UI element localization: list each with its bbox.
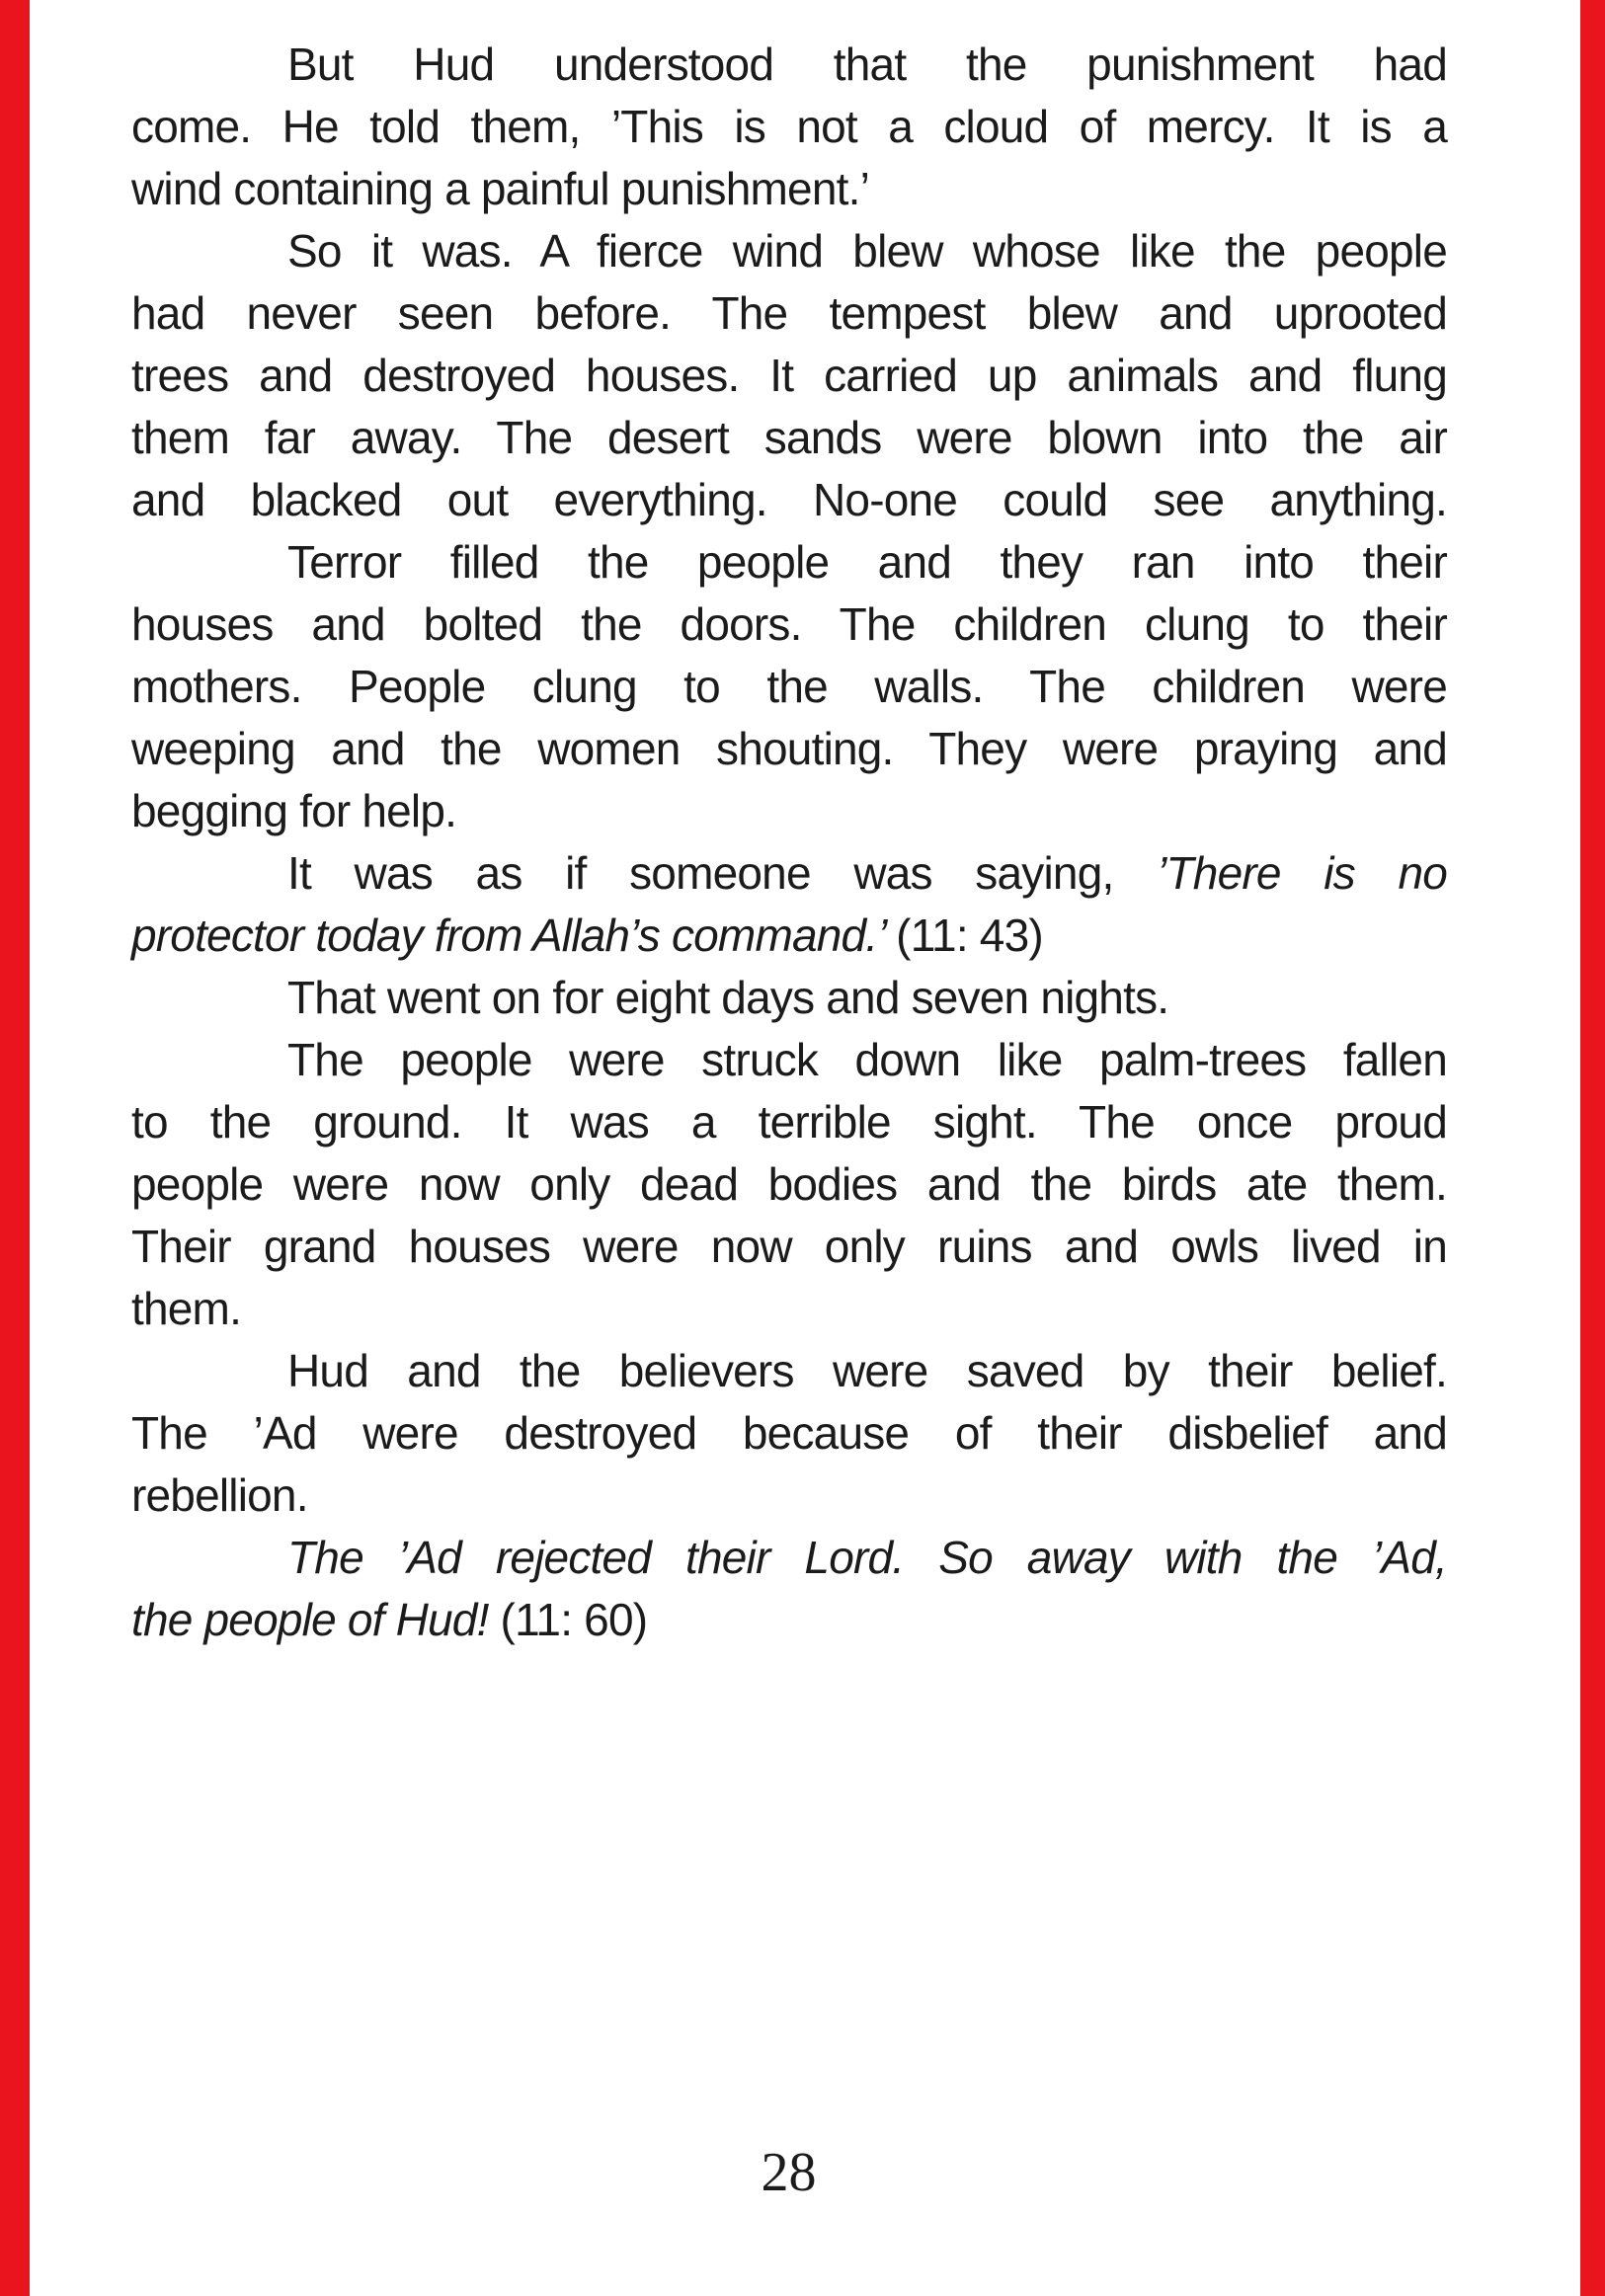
quote-text: ’There is no (1157, 847, 1448, 899)
book-edge-right (1580, 0, 1605, 2296)
body-text: (11: 43) (896, 910, 1043, 961)
text-line (131, 1527, 1447, 1589)
body-text: Their grand houses were now only ruins and owls lived in (131, 1221, 1447, 1272)
body-text: The people were struck down like palm-trees fallen (287, 1034, 1447, 1085)
text-line (131, 1029, 1447, 1091)
body-text: and blacked out everything. No-one could see anything. (131, 474, 1447, 525)
body-text: weeping and the women shouting. They were praying and (131, 723, 1447, 774)
text-line (131, 1589, 1447, 1651)
body-text: The ’Ad were destroyed because of their disbelief and (131, 1407, 1447, 1459)
paragraph (131, 1029, 1447, 1340)
body-text: But Hud understood that the punishment had (287, 39, 1447, 90)
body-text: mothers. People clung to the walls. The children were (131, 661, 1447, 712)
body-text: them. (131, 1283, 242, 1334)
text-line (131, 1216, 1447, 1278)
text-line (131, 407, 1447, 469)
text-line (131, 594, 1447, 656)
text-line (131, 531, 1447, 594)
body-text: trees and destroyed houses. It carried up animals and flung (131, 350, 1447, 401)
body-text: had never seen before. The tempest blew and uprooted (131, 287, 1447, 339)
text-line (131, 345, 1447, 407)
page-body (131, 34, 1447, 1651)
text-line (131, 1340, 1447, 1402)
body-text: Hud and the believers were saved by their belief. (287, 1345, 1447, 1396)
text-line (131, 469, 1447, 531)
text-line (131, 1091, 1447, 1153)
text-line (131, 905, 1447, 967)
body-text: come. He told them, ’This is not a cloud of mercy. It is a (131, 101, 1447, 152)
text-line (131, 1278, 1447, 1340)
paragraph (131, 1340, 1447, 1527)
text-line (131, 842, 1447, 905)
paragraph (131, 220, 1447, 531)
paragraph (131, 34, 1447, 220)
text-line (131, 34, 1447, 96)
text-line (131, 718, 1447, 780)
text-line (131, 967, 1447, 1029)
text-line (131, 220, 1447, 282)
quote-text: the people of Hud! (131, 1594, 501, 1645)
body-text: Terror filled the people and they ran into their (287, 536, 1447, 588)
body-text: (11: 60) (500, 1594, 648, 1645)
text-line (131, 780, 1447, 842)
body-text: people were now only dead bodies and the birds ate them. (131, 1158, 1447, 1210)
text-line (131, 158, 1447, 220)
paragraph (131, 1527, 1447, 1651)
body-text: them far away. The desert sands were blown into the air (131, 412, 1447, 463)
text-line (131, 1465, 1447, 1527)
text-line (131, 96, 1447, 158)
page-number: 28 (761, 2142, 817, 2203)
text-line (131, 282, 1447, 345)
paragraph (131, 967, 1447, 1029)
text-line (131, 1153, 1447, 1216)
text-line (131, 656, 1447, 718)
quote-text: The ’Ad rejected their Lord. So away with the ’Ad, (287, 1532, 1447, 1583)
quote-text: protector today from Allah’s command.’ (131, 910, 897, 961)
body-text: begging for help. (131, 785, 457, 836)
paragraph (131, 842, 1447, 967)
body-text: rebellion. (131, 1469, 308, 1521)
text-line (131, 1402, 1447, 1465)
book-edge-left (0, 0, 30, 2296)
body-text: wind containing a painful punishment.’ (131, 163, 869, 214)
body-text: houses and bolted the doors. The children clung to their (131, 598, 1447, 650)
body-text: to the ground. It was a terrible sight. The once proud (131, 1096, 1447, 1148)
body-text: So it was. A fierce wind blew whose like the people (287, 225, 1447, 277)
paragraph (131, 531, 1447, 842)
body-text: That went on for eight days and seven nights. (287, 972, 1169, 1023)
body-text: It was as if someone was saying, (287, 847, 1158, 899)
